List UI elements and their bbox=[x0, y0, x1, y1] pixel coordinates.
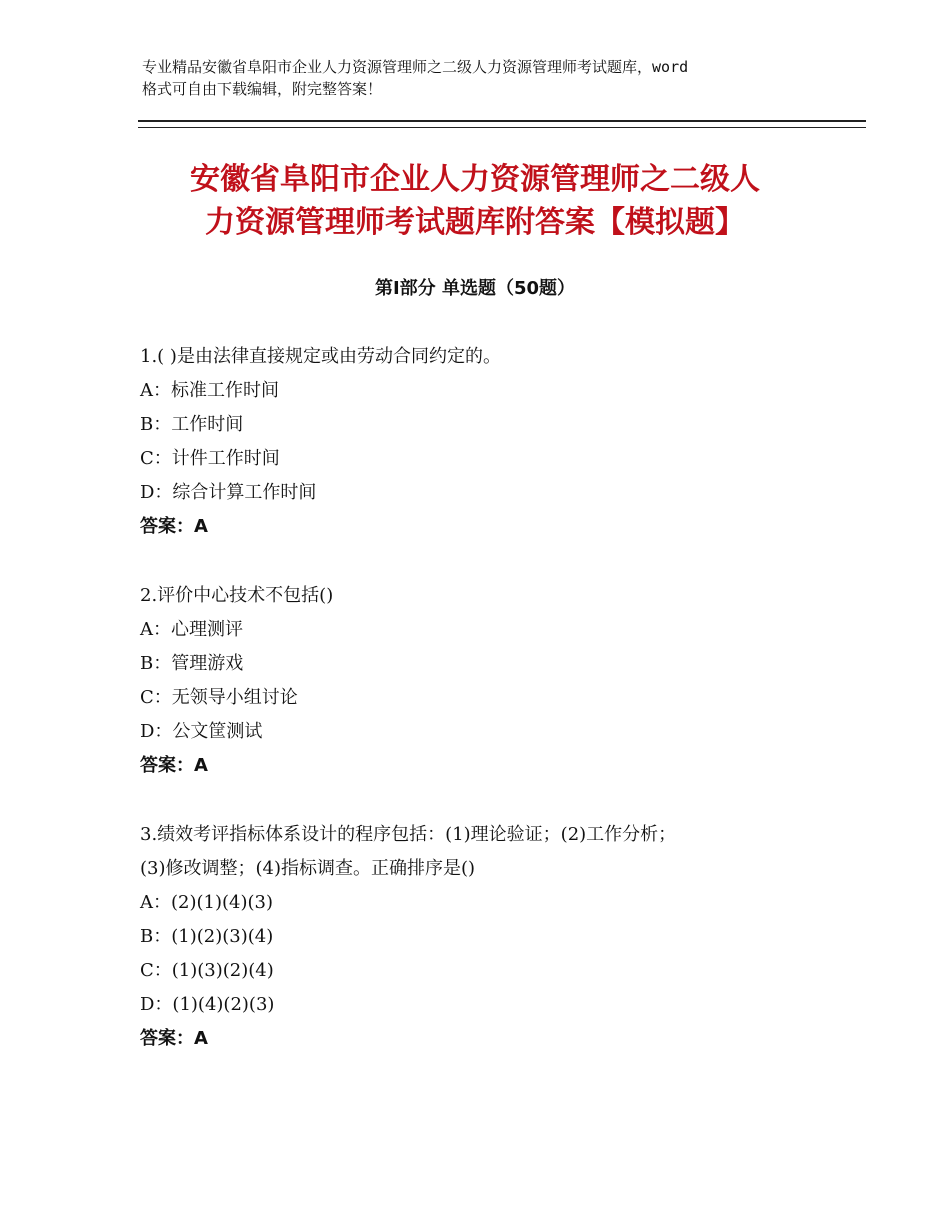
question-list bbox=[140, 340, 840, 1056]
answer-line: 答案：A bbox=[140, 755, 208, 776]
document-title-line-1: 安徽省阜阳市企业人力资源管理师之二级人 bbox=[190, 162, 760, 197]
option-c: C：(1)(3)(2)(4) bbox=[140, 960, 274, 981]
question-stem: 3.绩效考评指标体系设计的程序包括：(1)理论验证；(2)工作分析； bbox=[140, 824, 677, 845]
header-note-line-1: 专业精品安徽省阜阳市企业人力资源管理师之二级人力资源管理师考试题库，word bbox=[142, 58, 689, 76]
option-d: D：公文筐测试 bbox=[140, 721, 263, 742]
option-a: A：心理测评 bbox=[140, 619, 243, 640]
option-b: B：(1)(2)(3)(4) bbox=[140, 926, 274, 947]
option-d: D：综合计算工作时间 bbox=[140, 482, 317, 503]
option-c: C：计件工作时间 bbox=[140, 448, 280, 469]
document-title bbox=[120, 158, 830, 244]
answer-line: 答案：A bbox=[140, 1028, 208, 1049]
header-divider bbox=[138, 120, 866, 128]
section-title: 第Ⅰ部分 单选题（50题） bbox=[374, 278, 575, 299]
document-title-line-2: 力资源管理师考试题库附答案【模拟题】 bbox=[205, 205, 745, 240]
option-a: A：(2)(1)(4)(3) bbox=[140, 892, 273, 913]
option-c: C：无领导小组讨论 bbox=[140, 687, 298, 708]
question-block bbox=[140, 818, 840, 1056]
question-block bbox=[140, 340, 840, 544]
option-d: D：(1)(4)(2)(3) bbox=[140, 994, 275, 1015]
option-b: B：工作时间 bbox=[140, 414, 244, 435]
option-b: B：管理游戏 bbox=[140, 653, 244, 674]
option-a: A：标准工作时间 bbox=[140, 380, 279, 401]
question-stem: 2.评价中心技术不包括() bbox=[140, 585, 334, 606]
header-note bbox=[142, 56, 832, 100]
header-note-line-2: 格式可自由下载编辑，附完整答案！ bbox=[142, 80, 383, 98]
answer-line: 答案：A bbox=[140, 516, 208, 537]
question-stem-continued: (3)修改调整；(4)指标调查。正确排序是() bbox=[140, 858, 476, 879]
question-stem: 1.( )是由法律直接规定或由劳动合同约定的。 bbox=[140, 346, 501, 367]
question-block bbox=[140, 579, 840, 783]
